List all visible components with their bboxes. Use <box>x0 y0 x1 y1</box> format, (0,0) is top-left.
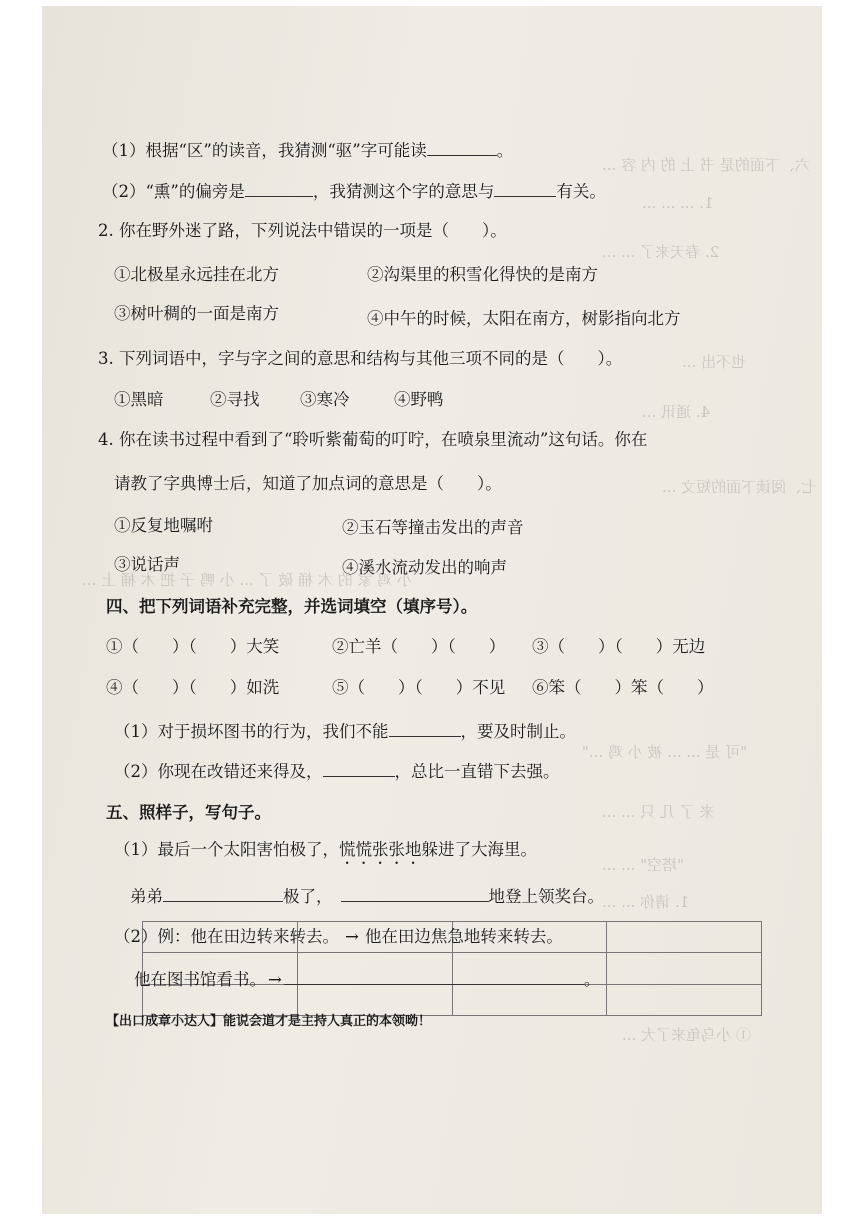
q4-option-4[interactable]: ④溪水流动发出的响声 <box>342 558 507 577</box>
dotted-words: 慌慌张张地 <box>339 840 422 859</box>
section-5-heading: 五、照样子，写句子。 <box>106 803 271 822</box>
answer-blank[interactable] <box>163 885 283 902</box>
example-sentence-2 <box>114 926 563 948</box>
answer-blank[interactable] <box>245 180 313 197</box>
fill-1-subject: 弟弟 <box>130 887 163 906</box>
example-1-text: （1）最后一个太阳害怕极了， <box>114 840 339 859</box>
idiom-1[interactable]: ①（ ）（ ）大笑 <box>106 637 280 656</box>
bleed-through-text: 小 鸡 家 的 木 桶 破 了 ... 小 鸭 子 把 木 桶 上 ... <box>82 571 412 589</box>
idiom-4[interactable]: ④（ ）（ ）如洗 <box>106 678 280 697</box>
arrow-icon: → <box>268 970 282 989</box>
q2-stem: 2. 你在野外迷了路，下列说法中错误的一项是（ ）。 <box>98 221 507 240</box>
q4-option-1[interactable]: ①反复地嘱咐 <box>114 516 213 535</box>
idiom-6[interactable]: ⑥笨（ ）笨（ ） <box>532 678 714 697</box>
idiom-5[interactable]: ⑤（ ）（ ）不见 <box>332 678 506 697</box>
arrow-icon: → <box>345 927 359 946</box>
q1-item-2-mid: ，我猜测这个字的意思与 <box>312 182 495 201</box>
answer-blank[interactable] <box>341 885 489 902</box>
q3-option-3[interactable]: ③寒冷 <box>300 390 350 409</box>
example-2-result: 他在田边焦急地转来转去。 <box>364 927 563 946</box>
bleed-through-text: 七、阅读下面的短文 ... <box>662 478 817 496</box>
sentence-2-end: ，总比一直错下去强。 <box>394 762 560 781</box>
q2-option-4[interactable]: ④中午的时候，太阳在南方，树影指向北方 <box>367 309 681 328</box>
sentence-1-end: ，要及时制止。 <box>460 722 576 741</box>
bleed-through-text: 六、下面的是 书 上 的 内 容 ... <box>602 156 810 174</box>
q3-option-1[interactable]: ①黑暗 <box>114 390 164 409</box>
q3-stem: 3. 下列词语中，字与字之间的意思和结构与其他三项不同的是（ ）。 <box>98 349 623 368</box>
q1-item-2-text: （2）“熏”的偏旁是 <box>102 182 245 201</box>
bleed-through-text: "可 是 ... ... 被 小 鸡 ..." <box>582 743 748 761</box>
fill-sentence-2 <box>134 968 600 991</box>
section-4-heading: 四、把下列词语补充完整，并选词填空（填序号）。 <box>106 597 478 616</box>
q4-stem-line-1: 4. 你在读书过程中看到了“聆听紫葡萄的叮咛，在喷泉里流动”这句话。你在 <box>98 430 648 449</box>
q4-option-2[interactable]: ②玉石等撞击发出的声音 <box>342 518 524 537</box>
q4-option-3[interactable]: ③说话声 <box>114 555 180 574</box>
answer-blank[interactable] <box>427 139 497 156</box>
fill-2-end: 。 <box>583 970 601 989</box>
footer-tip: 【出口成章小达人】能说会道才是主持人真正的本领呦！ <box>106 1014 432 1029</box>
bleed-through-text: "塔空" ... ... <box>602 856 684 874</box>
bleed-through-text: 2. 春天来了 ... ... <box>602 243 720 261</box>
answer-blank[interactable] <box>494 180 556 197</box>
bleed-through-text: 也不出 ... <box>682 353 747 371</box>
bleed-through-text: 1. ... ... ... <box>642 194 714 212</box>
q1-item-2 <box>102 180 606 203</box>
bleed-through-text: 来 了 几 只 ... ... <box>602 803 715 821</box>
example-2-text: （2）例：他在田边转来转去。 <box>114 927 339 946</box>
section-4-sentence-1 <box>114 720 576 743</box>
q2-option-3[interactable]: ③树叶稠的一面是南方 <box>114 304 279 323</box>
q1-item-1-text: （1）根据“区”的读音，我猜测“驱”字可能读 <box>102 141 427 160</box>
answer-blank[interactable] <box>323 760 395 777</box>
idiom-2[interactable]: ②亡羊（ ）（ ） <box>332 637 506 656</box>
idiom-3[interactable]: ③（ ）（ ）无边 <box>532 637 706 656</box>
fill-sentence-1 <box>130 885 604 908</box>
bleed-through-text: 1. 请你 ... ... <box>602 893 690 911</box>
bleed-through-text: 4. 通讯 ... <box>642 403 711 421</box>
example-1-end: 躲进了大海里。 <box>421 840 537 859</box>
sentence-2-text: （2）你现在改错还来得及， <box>114 762 323 781</box>
fill-1-mid: 极了， <box>283 887 333 906</box>
q2-option-2[interactable]: ②沟渠里的积雪化得快的是南方 <box>367 265 598 284</box>
q1-item-1 <box>102 139 513 162</box>
fill-1-end: 地登上领奖台。 <box>488 887 604 906</box>
q3-option-4[interactable]: ④野鸭 <box>394 390 444 409</box>
q2-option-1[interactable]: ①北极星永远挂在北方 <box>114 265 279 284</box>
section-4-sentence-2 <box>114 760 560 783</box>
example-sentence-1 <box>114 839 537 868</box>
bleed-through-text: ① 小乌龟来了大 ... <box>622 1026 751 1044</box>
fill-2-text: 他在图书馆看书。 <box>134 970 266 989</box>
answer-blank[interactable] <box>389 720 461 737</box>
q1-item-2-end: 有关。 <box>556 182 606 201</box>
q1-item-1-end: 。 <box>496 141 514 160</box>
worksheet-page <box>42 6 822 1214</box>
sentence-1-text: （1）对于损坏图书的行为，我们不能 <box>114 722 389 741</box>
q3-option-2[interactable]: ②寻找 <box>210 390 260 409</box>
answer-blank[interactable] <box>284 968 584 985</box>
q4-stem-line-2: 请教了字典博士后，知道了加点词的意思是（ ）。 <box>114 474 502 493</box>
